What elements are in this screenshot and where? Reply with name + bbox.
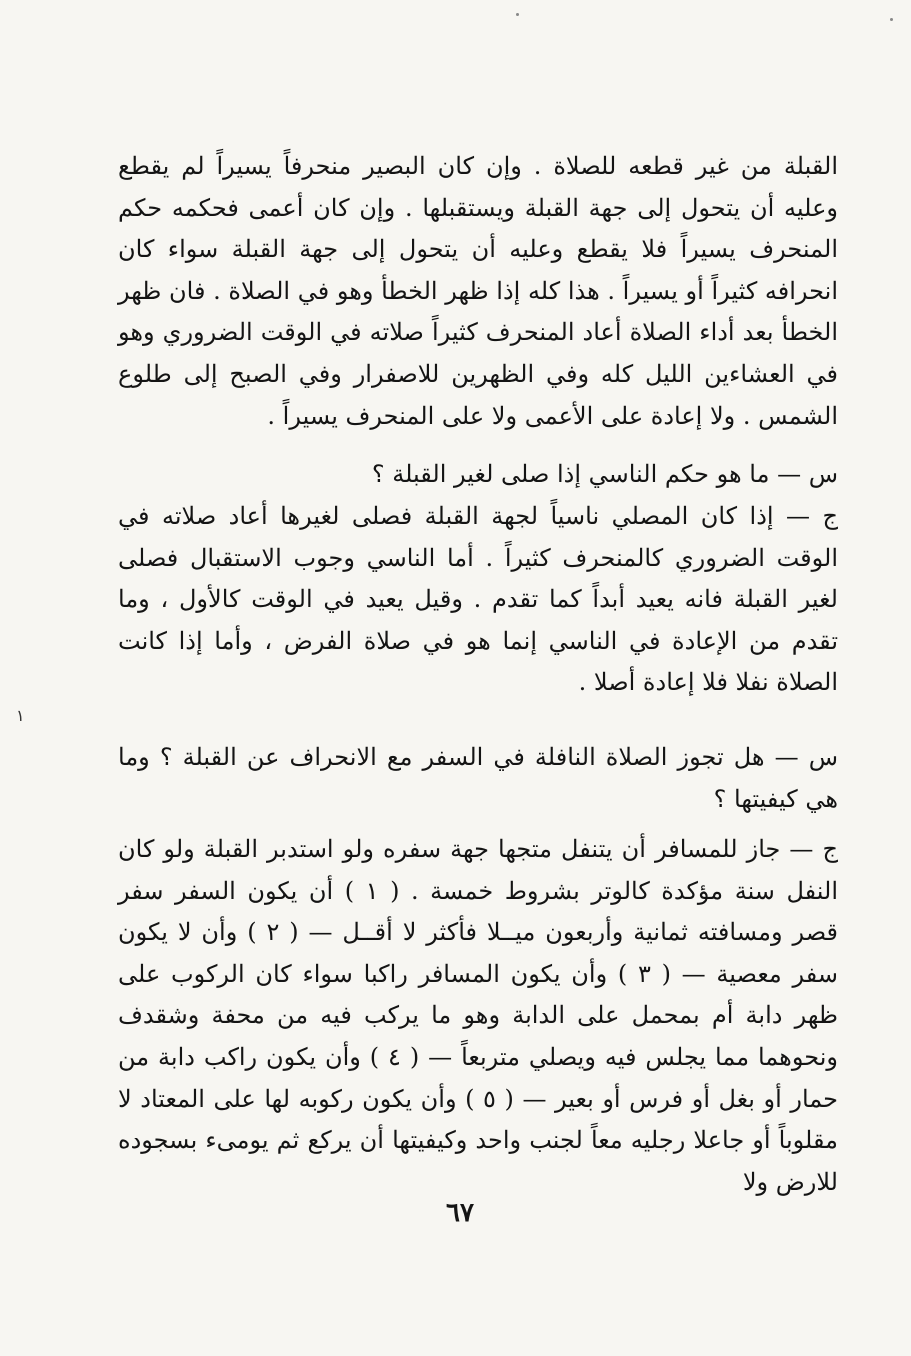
answer-nasi (118, 496, 838, 704)
paper-speck (516, 13, 519, 16)
question-text: س — هل تجوز الصلاة النافلة في السفر مع الانحراف عن القبلة ؟ وما هي كيفيتها ؟ (118, 743, 838, 813)
answer-nafila (118, 829, 838, 1203)
page-number: ٦٧ (446, 1198, 474, 1228)
answer-text: ج — جاز للمسافر أن يتنفل متجها جهة سفره ولو استدبر القبلة ولو كان النفل سنة مؤكدة كالوتر بشروط خمسة . ( ١ ) أن يكون السفر سفر قصر ومسافته ثمانية وأربعون ميــلا فأكثر لا أقــل — ( ٢ ) وأن لا يكون سفر معصية — ( ٣ ) وأن يكون المسافر راكبا سواء كان الركوب على ظهر دابة أم بمحمل على الدابة وهو ما يركب فيه من محفة وشقدف ونحوهما مما يجلس فيه ويصلي متربعاً — ( ٤ ) وأن يكون راكب دابة من حمار أو بغل أو فرس أو بعير — ( ٥ ) وأن يكون ركوبه لها على المعتاد لا مقلوباً أو جاعلا رجليه معاً لجنب واحد وكيفيتها أن يركع ثم يومىء بسجوده للارض ولا (118, 835, 839, 1196)
paper-speck (890, 18, 893, 21)
answer-text: ج — إذا كان المصلي ناسياً لجهة القبلة فصلى لغيرها أعاد صلاته في الوقت الضروري كالمنحرف كثيراً . أما الناسي وجوب الاستقبال فصلى لغير القبلة فانه يعيد أبداً كما تقدم . وقيل يعيد في الوقت كالأول ، وما تقدم من الإعادة في الناسي إنما هو في صلاة الفرض ، وأما إذا كانت الصلاة نفلا فلا إعادة أصلا . (118, 502, 838, 697)
question-text: س — ما هو حكم الناسي إذا صلى لغير القبلة ؟ (371, 460, 838, 488)
question-nasi (118, 454, 838, 496)
question-nafila (118, 737, 838, 820)
margin-mark: ١ (16, 706, 25, 725)
paragraph-continuation (118, 146, 838, 437)
paragraph-text: القبلة من غير قطعه للصلاة . وإن كان البصير منحرفاً يسيراً لم يقطع وعليه أن يتحول إلى جهة القبلة ويستقبلها . وإن كان أعمى فحكمه حكم المنحرف يسيراً فلا يقطع وعليه أن يتحول إلى جهة القبلة سواء كان انحرافه كثيراً أو يسيراً . هذا كله إذا ظهر الخطأ وهو في الصلاة . فان ظهر الخطأ بعد أداء الصلاة أعاد المنحرف كثيراً صلاته في الوقت الضروري وهو في العشاءين الليل كله وفي الظهرين للاصفرار وفي الصبح إلى طلوع الشمس . ولا إعادة على الأعمى ولا على المنحرف يسيراً . (118, 152, 838, 430)
